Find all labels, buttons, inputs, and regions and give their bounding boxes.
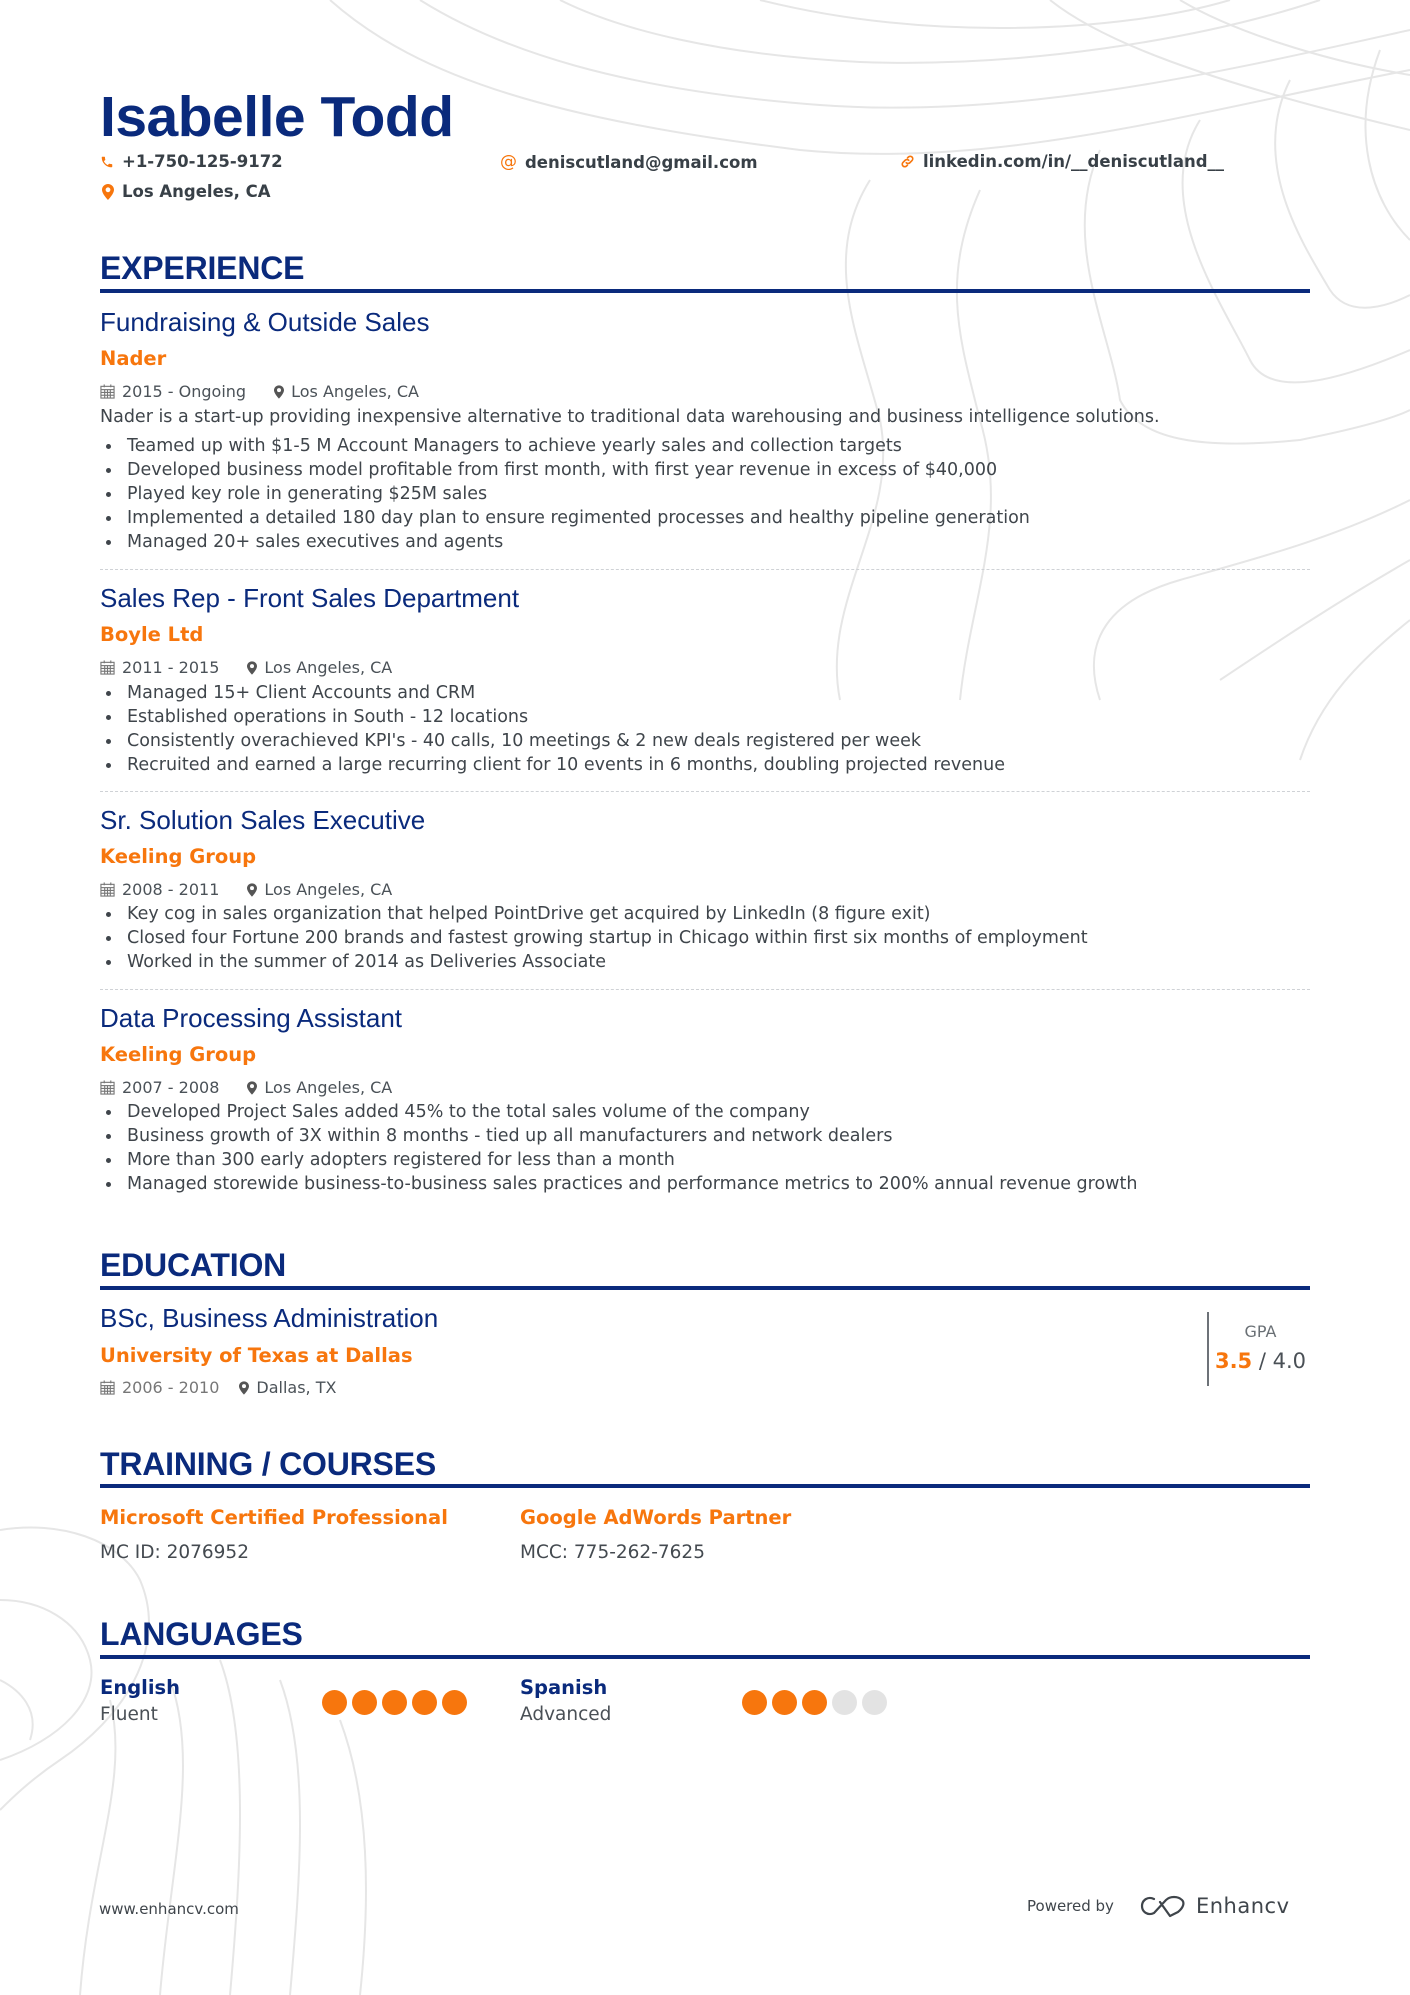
powered-by <box>1027 1894 1290 1918</box>
list-item: Consistently overachieved KPI's - 40 calls, 10 meetings & 2 new deals registered per week <box>100 729 1005 753</box>
list-item: Managed 15+ Client Accounts and CRM <box>100 681 1005 705</box>
linkedin-url[interactable]: linkedin.com/in/__deniscutland__ <box>923 152 1225 171</box>
job-dates: 2007 - 2008 <box>100 1078 219 1097</box>
education-location: Dallas, TX <box>239 1378 336 1397</box>
job-meta <box>100 382 447 401</box>
powered-by-label: Powered by <box>1027 1897 1114 1915</box>
phone-contact <box>100 152 283 171</box>
course-detail: MC ID: 2076952 <box>100 1542 249 1563</box>
company-name: Keeling Group <box>100 1043 257 1066</box>
job-meta <box>100 880 420 899</box>
job-title: Fundraising & Outside Sales <box>100 307 430 337</box>
list-item: Worked in the summer of 2014 as Deliveries Associate <box>100 950 1088 974</box>
job-location: Los Angeles, CA <box>247 658 392 677</box>
gpa-label: GPA <box>1244 1322 1277 1341</box>
list-item: Teamed up with $1-5 M Account Managers to achieve yearly sales and collection targets <box>100 434 1030 458</box>
list-item: Implemented a detailed 180 day plan to ensure regimented processes and healthy pipeline generation <box>100 506 1030 530</box>
list-item: More than 300 early adopters registered for less than a month <box>100 1148 1137 1172</box>
education-dates: 2006 - 2010 <box>100 1378 219 1397</box>
location-contact <box>102 182 271 201</box>
course-detail: MCC: 775-262-7625 <box>520 1542 705 1563</box>
section-title-training: TRAINING / COURSES <box>100 1446 436 1482</box>
section-rule <box>100 1286 1310 1290</box>
linkedin-contact <box>900 152 1224 171</box>
section-rule <box>100 1484 1310 1488</box>
company-name: Keeling Group <box>100 845 257 868</box>
map-pin-icon <box>247 1081 257 1095</box>
education-meta <box>100 1378 364 1397</box>
school-name: University of Texas at Dallas <box>100 1344 413 1367</box>
section-rule <box>100 289 1310 293</box>
section-title-education: EDUCATION <box>100 1247 287 1283</box>
email-contact <box>500 152 758 172</box>
rating-dot-filled <box>742 1690 767 1715</box>
job-divider <box>100 791 1310 792</box>
language-name: Spanish <box>520 1676 608 1699</box>
job-divider <box>100 569 1310 570</box>
calendar-icon <box>100 1380 115 1395</box>
rating-dot-empty <box>862 1690 887 1715</box>
list-item: Key cog in sales organization that helped PointDrive get acquired by LinkedIn (8 figure exit) <box>100 902 1088 926</box>
calendar-icon <box>100 660 115 675</box>
rating-dot-filled <box>412 1690 437 1715</box>
job-bullets <box>100 434 1030 554</box>
calendar-icon <box>100 384 115 399</box>
rating-dot-filled <box>352 1690 377 1715</box>
phone-icon <box>100 155 114 169</box>
job-location: Los Angeles, CA <box>247 880 392 899</box>
company-name: Nader <box>100 347 167 370</box>
list-item: Recruited and earned a large recurring client for 10 events in 6 months, doubling projected revenue <box>100 753 1005 777</box>
job-divider <box>100 989 1310 990</box>
enhancv-logo-icon <box>1140 1894 1186 1918</box>
calendar-icon <box>100 882 115 897</box>
degree-title: BSc, Business Administration <box>100 1303 439 1333</box>
company-name: Boyle Ltd <box>100 623 204 646</box>
rating-dot-filled <box>442 1690 467 1715</box>
rating-dot-filled <box>802 1690 827 1715</box>
job-bullets <box>100 681 1005 777</box>
map-pin-icon <box>247 883 257 897</box>
phone-number[interactable]: +1-750-125-9172 <box>122 152 283 171</box>
job-bullets <box>100 1100 1137 1196</box>
map-pin-icon <box>239 1381 249 1395</box>
job-title: Sales Rep - Front Sales Department <box>100 583 520 613</box>
job-bullets <box>100 902 1088 974</box>
course-title: Microsoft Certified Professional <box>100 1506 448 1529</box>
gpa-box <box>1207 1312 1312 1386</box>
job-title: Data Processing Assistant <box>100 1003 403 1033</box>
job-dates: 2011 - 2015 <box>100 658 219 677</box>
list-item: Business growth of 3X within 8 months - tied up all manufacturers and network dealers <box>100 1124 1137 1148</box>
list-item: Developed business model profitable from first month, with first year revenue in excess of $40,000 <box>100 458 1030 482</box>
job-meta <box>100 1078 420 1097</box>
language-name: English <box>100 1676 181 1699</box>
map-pin-icon <box>274 385 284 399</box>
rating-dot-empty <box>832 1690 857 1715</box>
email-address[interactable]: deniscutland@gmail.com <box>525 152 758 172</box>
section-title-languages: LANGUAGES <box>100 1616 303 1652</box>
enhancv-logo[interactable]: Enhancv <box>1140 1894 1290 1918</box>
language-rating <box>742 1690 887 1715</box>
list-item: Managed 20+ sales executives and agents <box>100 530 1030 554</box>
job-dates: 2015 - Ongoing <box>100 382 246 401</box>
at-icon: @ <box>500 152 517 172</box>
company-description: Nader is a start-up providing inexpensive alternative to traditional data warehousing and business intelligence solutions. <box>100 407 1160 427</box>
list-item: Established operations in South - 12 locations <box>100 705 1005 729</box>
map-pin-icon <box>247 661 257 675</box>
job-meta <box>100 658 420 677</box>
gpa-value: 3.5 / 4.0 <box>1214 1349 1307 1373</box>
language-rating <box>322 1690 467 1715</box>
calendar-icon <box>100 1080 115 1095</box>
language-level: Fluent <box>100 1704 158 1725</box>
rating-dot-filled <box>322 1690 347 1715</box>
location-text: Los Angeles, CA <box>122 182 271 201</box>
link-icon <box>900 154 915 169</box>
section-title-experience: EXPERIENCE <box>100 250 305 286</box>
rating-dot-filled <box>772 1690 797 1715</box>
job-dates: 2008 - 2011 <box>100 880 219 899</box>
candidate-name: Isabelle Todd <box>100 85 454 149</box>
job-location: Los Angeles, CA <box>247 1078 392 1097</box>
rating-dot-filled <box>382 1690 407 1715</box>
list-item: Developed Project Sales added 45% to the total sales volume of the company <box>100 1100 1137 1124</box>
course-title: Google AdWords Partner <box>520 1506 792 1529</box>
language-level: Advanced <box>520 1704 612 1725</box>
website-link[interactable]: www.enhancv.com <box>99 1900 239 1918</box>
list-item: Closed four Fortune 200 brands and fastest growing startup in Chicago within first six months of employment <box>100 926 1088 950</box>
map-pin-icon <box>102 184 114 200</box>
section-rule <box>100 1655 1310 1659</box>
list-item: Managed storewide business-to-business sales practices and performance metrics to 200% annual revenue growth <box>100 1172 1137 1196</box>
job-title: Sr. Solution Sales Executive <box>100 805 426 835</box>
list-item: Played key role in generating $25M sales <box>100 482 1030 506</box>
job-location: Los Angeles, CA <box>274 382 419 401</box>
